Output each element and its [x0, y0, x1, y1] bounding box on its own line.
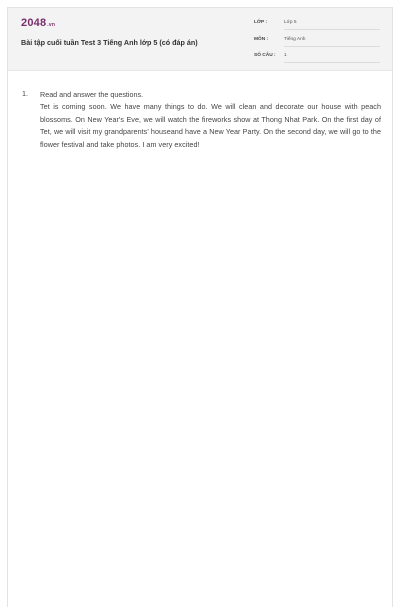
meta-value-grade: Lớp 5 [284, 20, 380, 30]
document-title: Bài tập cuối tuần Test 3 Tiếng Anh lớp 5 (có đáp án) [21, 38, 198, 47]
document-page [7, 7, 393, 607]
question-body [40, 89, 381, 151]
site-logo[interactable] [21, 17, 55, 29]
meta-row-grade [254, 18, 384, 32]
meta-value-subject: Tiếng Anh [284, 37, 380, 47]
meta-label-grade: LỚP : [254, 20, 268, 25]
meta-value-question-count: 1 [284, 53, 380, 63]
meta-row-question-count [254, 51, 384, 65]
question-number: 1. [22, 89, 28, 98]
logo-domain: .vn [47, 22, 56, 28]
reading-passage: Tet is coming soon. We have many things to do. We will clean and decorate our house with peach blossoms. On New Year's Eve, we will watch the fireworks show at Thong Nhat Park. On the first day of Tet, we will visit my grandparents' houseand have a New Year Party. On the second day, we will go to the flower festival and take photos. I am very excited! [40, 102, 381, 149]
document-header [8, 8, 392, 71]
logo-text: 2048 [21, 17, 47, 29]
question-instruction: Read and answer the questions. [40, 90, 144, 99]
meta-label-question-count: SỐ CÂU : [254, 53, 276, 58]
document-meta [254, 18, 384, 68]
meta-label-subject: MÔN : [254, 36, 269, 42]
meta-row-subject [254, 35, 384, 49]
